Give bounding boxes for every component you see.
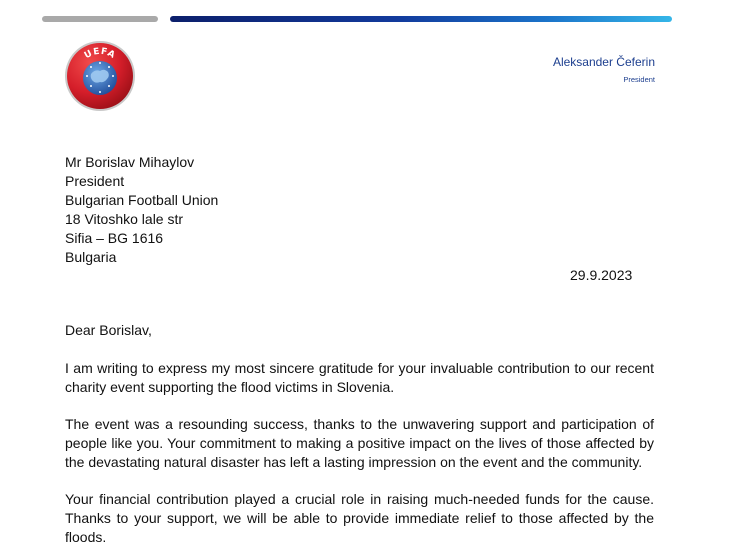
recipient-title: President (65, 173, 125, 189)
body-paragraph: Your financial contribution played a crucial role in raising much-needed funds for the cause. Thanks to your support, we will be able to provide immediate relief to those affected by the floods. (65, 491, 654, 545)
body-paragraph: The event was a resounding success, thanks to the unwavering support and participation of people like you. Your commitment to making a positive impact on the lives of those affected by the devastating natural disaster has left a lasting impression on the event and the community. (65, 416, 654, 470)
recipient-city: Sifia – BG 1616 (65, 230, 164, 246)
uefa-logo-lettering: UEFA (82, 46, 118, 62)
recipient-address (65, 153, 218, 267)
letter-date: 29.9.2023 (570, 267, 633, 283)
header-rule-gray (42, 16, 158, 22)
header-rule-blue (170, 16, 672, 22)
recipient-street: 18 Vitoshko lale str (65, 211, 184, 227)
sender-name: Aleksander Čeferin (552, 55, 655, 69)
sender-title: President (623, 75, 655, 84)
recipient-name: Mr Borislav Mihaylov (65, 154, 195, 170)
recipient-organization: Bulgarian Football Union (65, 192, 219, 208)
body-paragraph: I am writing to express my most sincere gratitude for your invaluable contribution to our recent charity event supporting the flood victims in Slovenia. (65, 360, 654, 395)
sender-block (553, 54, 655, 86)
uefa-logo (64, 40, 136, 112)
salutation: Dear Borislav, (65, 322, 152, 338)
recipient-country: Bulgaria (65, 249, 117, 265)
